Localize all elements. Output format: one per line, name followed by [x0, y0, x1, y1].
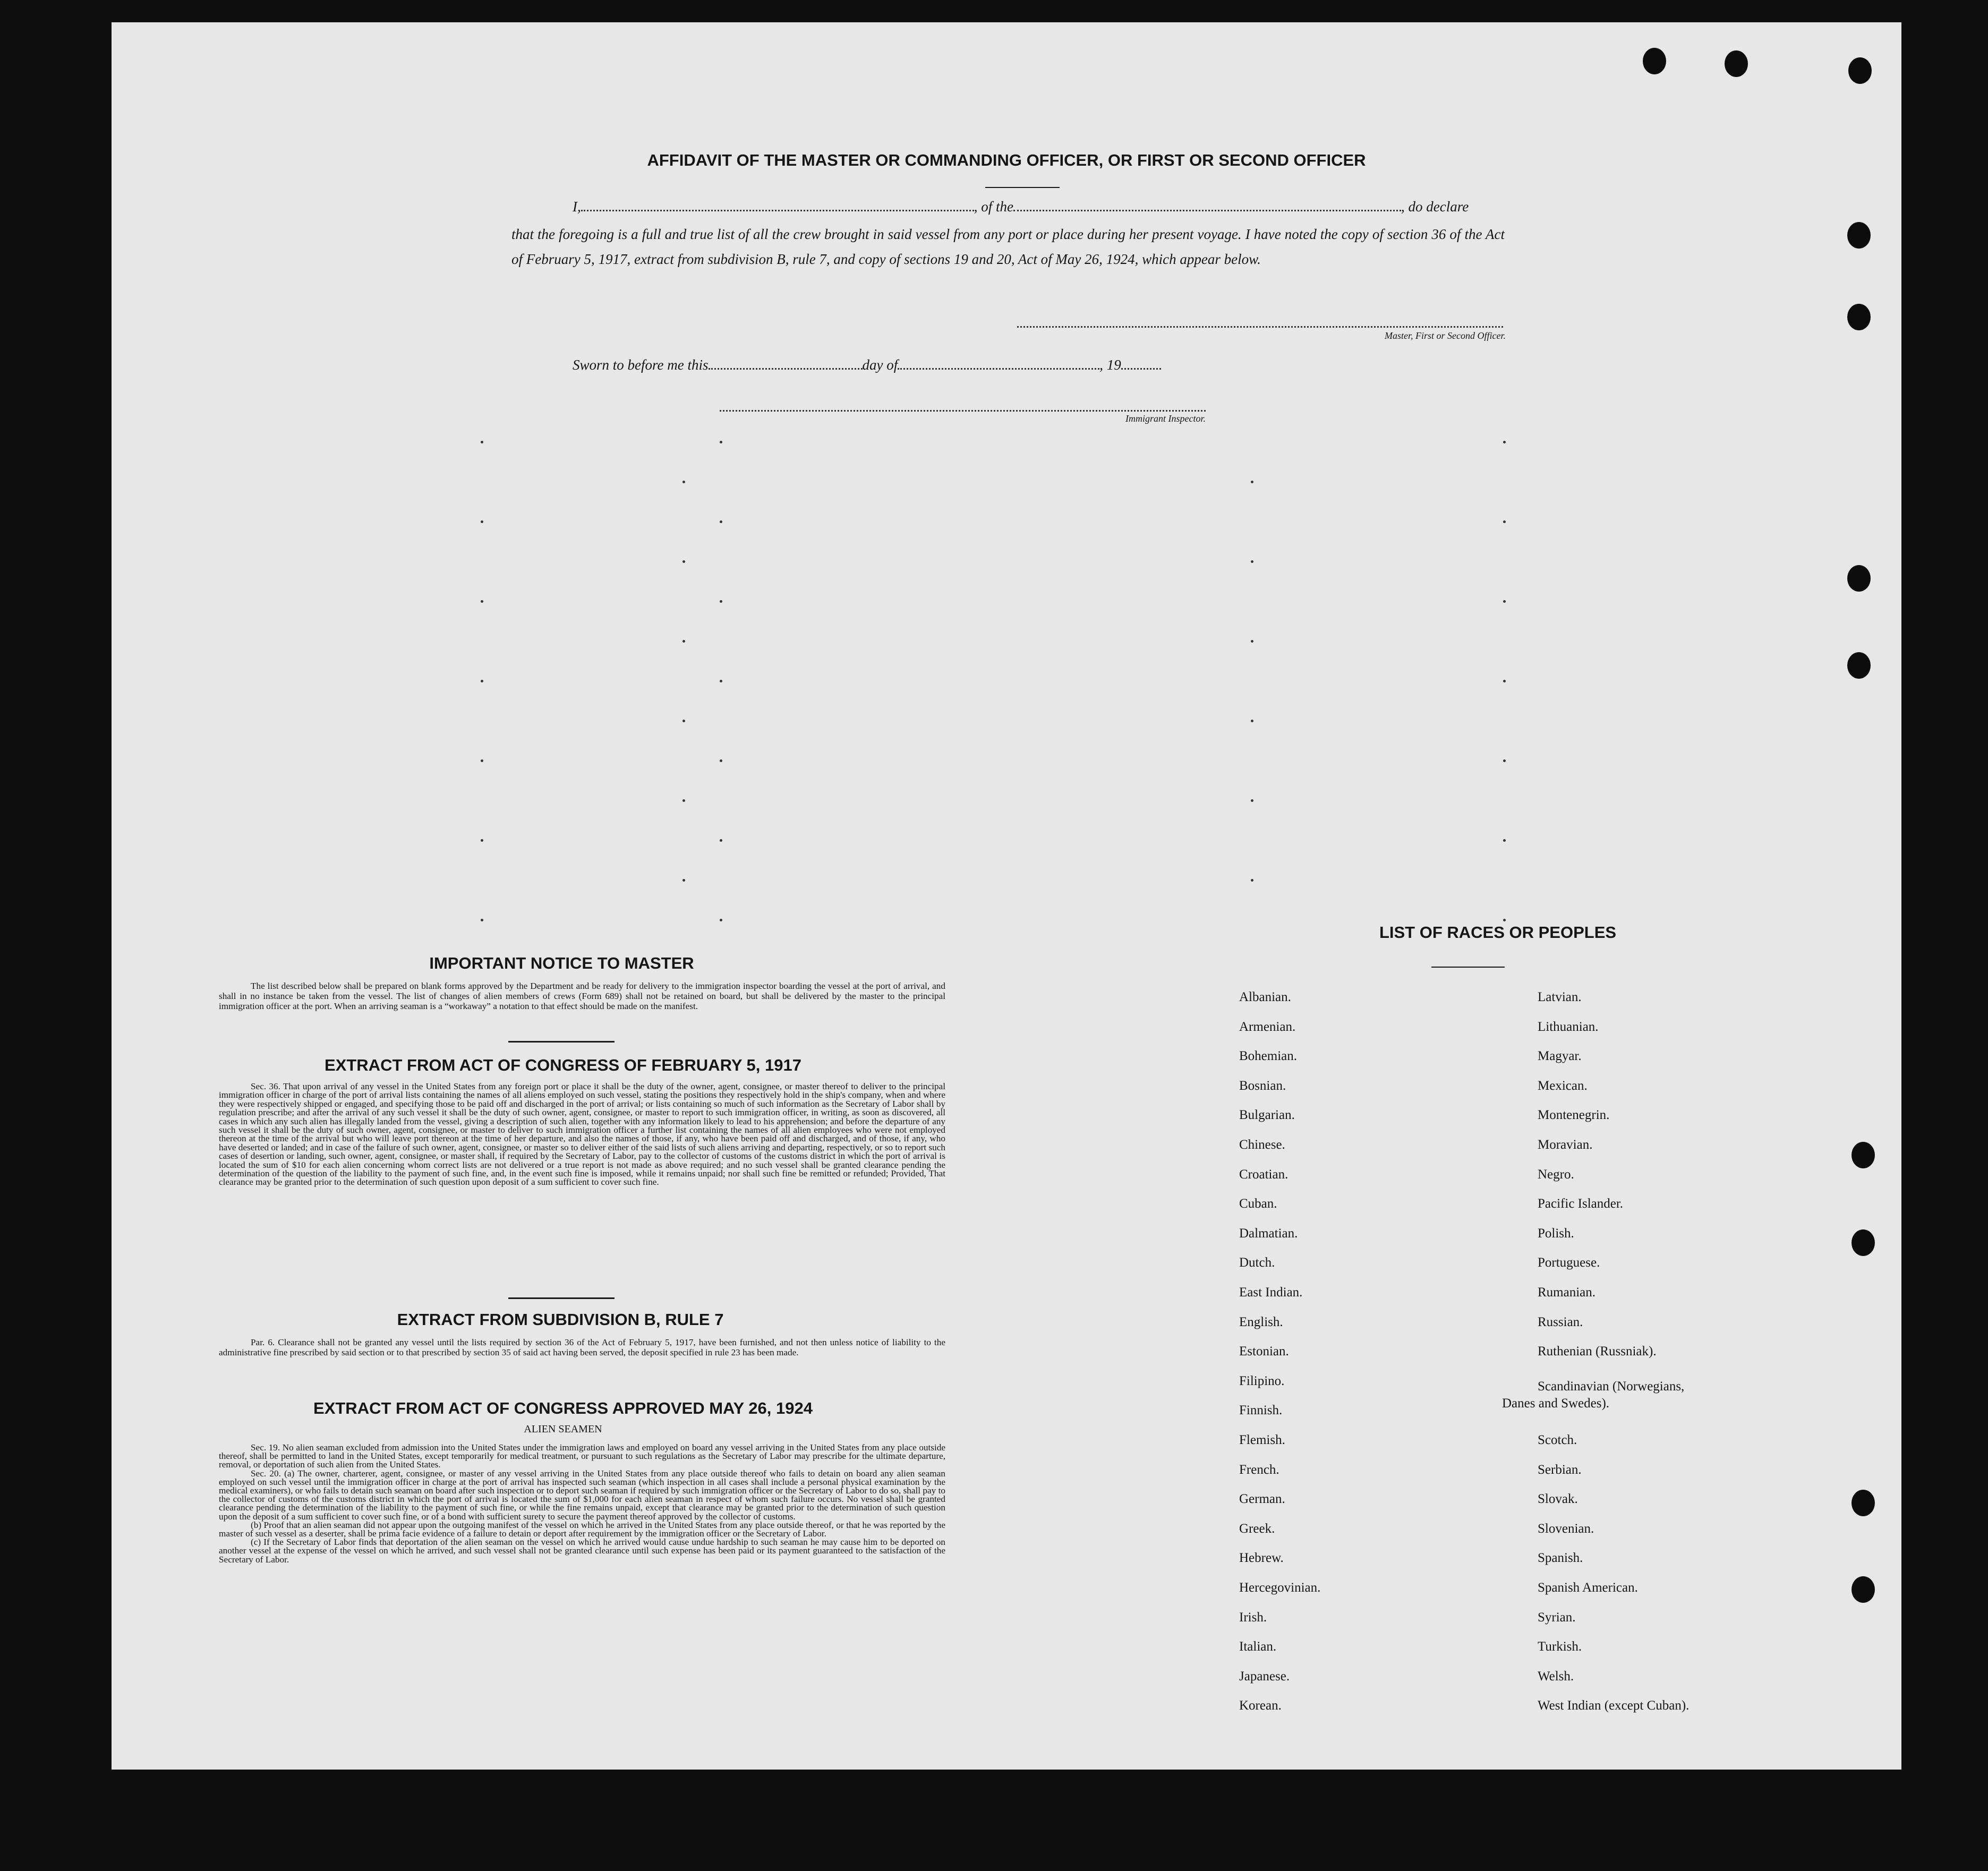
punch-hole: [1725, 50, 1748, 77]
race-item: Irish.: [1239, 1610, 1267, 1625]
race-item: Montenegrin.: [1538, 1108, 1610, 1123]
extract-1924-title: EXTRACT FROM ACT OF CONGRESS APPROVED MAY 26, 1924: [313, 1399, 813, 1417]
punch-hole: [1852, 1142, 1875, 1168]
punch-hole: [1847, 222, 1871, 249]
residual-dot: [1251, 879, 1253, 882]
declarant-label: I,: [573, 199, 581, 215]
punch-hole: [1848, 57, 1872, 84]
residual-dot: [481, 441, 483, 443]
sworn-year-field[interactable]: [1121, 368, 1161, 370]
residual-dot: [1503, 600, 1506, 603]
sec-20c-paragraph: (c) If the Secretary of Labor finds that deportation of the alien seaman on the vessel on which he arrived would cause undue hardship to such seaman he may cause him to be deported on another vessel at the expense of the vessel on which he arrived, and such vessel shall not be granted clearance until such expense has been paid or its payment guaranteed to the satisfaction of the Secretary of Labor.: [219, 1537, 945, 1565]
sec-20a-paragraph: Sec. 20. (a) The owner, charterer, agent, consignee, or master of any vessel arriving in the United States from any place outside thereof who fails to detain on board any alien seaman employed on such vessel until the immigration officer in charge at the port of arrival has inspected such seaman (which inspection in all cases shall include a personal physical examination by the medical examiners), or who fails to detain such seaman on board after such inspection or to deport such seaman if required by such immigration officer or the Secretary of Labor to do so, shall pay to the collector of customs of the customs district in which the port of arrival is located the sum of $1,000 for each alien seaman in respect of whom such failure occurs. No vessel shall be granted clearance pending the determination of the liability to the payment of such fine, or while the fine remains unpaid, except that clearance may be granted prior to the determination of such question upon the deposit of a sum sufficient to cover such fine, or of a bond with sufficient surety to secure the payment thereof approved by the collector of customs.: [219, 1468, 945, 1522]
master-signature-field[interactable]: [1017, 315, 1503, 328]
residual-dot: [1503, 441, 1506, 443]
race-item: Hercegovinian.: [1239, 1580, 1321, 1595]
race-item: Latvian.: [1538, 990, 1582, 1004]
master-signature-label: Master, First or Second Officer.: [1385, 330, 1506, 341]
sworn-day-field[interactable]: [709, 368, 863, 370]
race-item: Dutch.: [1239, 1255, 1275, 1270]
race-item: Serbian.: [1538, 1462, 1582, 1477]
race-item: Italian.: [1239, 1639, 1277, 1654]
race-item: Armenian.: [1239, 1019, 1296, 1034]
par-6-paragraph: Par. 6. Clearance shall not be granted any vessel until the lists required by section 36 of the Act of February 5, 1917, have been furnished, and not then unless notice of liability to the administrative fine prescribed by said section or to that prescribed by section 35 of said act having been served, the deposit specified in rule 23 has been made.: [219, 1337, 945, 1357]
race-item: Hebrew.: [1239, 1551, 1284, 1566]
residual-dot: [1251, 640, 1253, 643]
day-of-label: day of: [862, 357, 898, 373]
punch-hole: [1852, 1490, 1875, 1516]
declarant-name-field[interactable]: [581, 210, 974, 211]
sec-20b-paragraph: (b) Proof that an alien seaman did not appear upon the outgoing manifest of the vessel on which he arrived in the United States from any place outside thereof, or that he was reported by the master of such vessel as a deserter, shall be prima facie evidence of a failure to detain or deport after requirement by the immigration officer or the Secretary of Labor.: [219, 1519, 945, 1539]
section-divider: [508, 1041, 615, 1043]
race-item: Slovenian.: [1538, 1521, 1594, 1536]
residual-dot: [682, 640, 685, 643]
race-item: Japanese.: [1239, 1669, 1290, 1684]
vessel-name-field[interactable]: [1013, 210, 1401, 211]
residual-dot: [720, 520, 722, 523]
residual-dot: [481, 839, 483, 842]
residual-dot: [1251, 481, 1253, 483]
notice-title: IMPORTANT NOTICE TO MASTER: [429, 954, 694, 972]
residual-dot: [1503, 759, 1506, 762]
residual-dot: [481, 600, 483, 603]
race-item: Ruthenian (Russniak).: [1538, 1344, 1657, 1359]
residual-dot: [682, 799, 685, 802]
residual-dot: [720, 600, 722, 603]
notice-text: [219, 981, 945, 1011]
race-item: Moravian.: [1538, 1138, 1593, 1152]
residual-dot: [481, 520, 483, 523]
race-item: Polish.: [1538, 1226, 1574, 1241]
extract-1917-title: EXTRACT FROM ACT OF CONGRESS OF FEBRUARY 5, 1917: [325, 1056, 801, 1074]
vessel-name-rule: [985, 187, 1060, 188]
race-item: Scotch.: [1538, 1433, 1577, 1447]
race-item: French.: [1239, 1462, 1279, 1477]
race-item: Finnish.: [1239, 1403, 1283, 1418]
race-item: Turkish.: [1538, 1639, 1582, 1654]
race-item: Bohemian.: [1239, 1049, 1298, 1064]
extract-1917-text: [219, 1082, 945, 1187]
declare-label: , do declare: [1401, 199, 1469, 215]
race-item: Welsh.: [1538, 1669, 1574, 1684]
sworn-month-field[interactable]: [898, 368, 1099, 370]
section-36-paragraph: Sec. 36. That upon arrival of any vessel in the United States from any foreign port or place it shall be the duty of the owner, agent, consignee, or master thereof to deliver to the principal immigration officer in charge of the port of arrival lists containing the names of all aliens employed on such vessel, stating the positions they respectively hold in the ship's company, when and where they were respectively shipped or engaged, and specifying those to be paid off and discharged in the port of arrival; or lists containing so much of such information as the Secretary of Labor shall by regulation prescribe; and after the arrival of any such vessel it shall be the duty of such owner, agent, consignee, or master to report to such immigration officer, in writing, as soon as discovered, all cases in which any such alien has illegally landed from the vessel, giving a description of such alien, together with any information likely to lead to his apprehension; and before the departure of any such vessel it shall be the duty of such owner, agent, consignee, or master to deliver to such immigration officer a further list containing the names of all alien employees who were not employed thereon at the time of the arrival but who will leave port thereon at the time of her departure, and also the names of those, if any, who have been paid off and discharged, and of those, if any, who have deserted or landed; and in case of the failure of such owner, agent, consignee, or master so to deliver either of the said lists of such aliens arriving and departing, respectively, or so to report such cases of desertion or landing, such owner, agent, consignee, or master shall, if required by the Secretary of Labor, pay to the collector of customs of the customs district in which the port of arrival is located the sum of $10 for each alien concerning whom correct lists are not delivered or a true report is not made as above required; and no such vessel shall be granted clearance pending the determination of the question of the liability to the payment of such fine, and, in the event such fine is imposed, while it remains unpaid; nor shall such fine be remitted or refunded; Provided, That clearance may be granted prior to the determination of such question upon deposit of a sum sufficient to cover such fine.: [219, 1081, 945, 1187]
race-item: Russian.: [1538, 1314, 1583, 1329]
extract-rule7-title: EXTRACT FROM SUBDIVISION B, RULE 7: [397, 1310, 724, 1329]
race-item: Flemish.: [1239, 1433, 1285, 1447]
race-item: Mexican.: [1538, 1078, 1588, 1093]
sec-19-paragraph: Sec. 19. No alien seaman excluded from admission into the United States under the immigration laws and employed on board any vessel arriving in the United States from any place outside thereof, shall be permitted to land in the United States, except temporarily for medical treatment, or pursuant to such regulations as the Secretary of Labor may prescribe for the ultimate departure, removal, or deportation of such alien from the United States.: [219, 1442, 945, 1470]
race-item: Lithuanian.: [1538, 1019, 1599, 1034]
race-item: Bosnian.: [1239, 1078, 1286, 1093]
section-divider: [508, 1297, 615, 1299]
residual-dot: [682, 720, 685, 722]
extract-1924-text: [219, 1443, 945, 1564]
punch-hole: [1852, 1229, 1875, 1256]
residual-dot: [682, 560, 685, 563]
residual-dot: [1251, 799, 1253, 802]
residual-dot: [1503, 680, 1506, 682]
races-divider: [1431, 967, 1505, 968]
residual-dot: [720, 680, 722, 682]
race-item: Rumanian.: [1538, 1285, 1596, 1300]
sworn-line: [573, 357, 1161, 373]
punch-hole: [1847, 565, 1871, 592]
affidavit-title: AFFIDAVIT OF THE MASTER OR COMMANDING OFFICER, OR FIRST OR SECOND OFFICER: [647, 151, 1366, 169]
race-item: Dalmatian.: [1239, 1226, 1298, 1241]
race-item: Scandinavian (Norwegians,: [1538, 1379, 1685, 1394]
residual-dot: [682, 481, 685, 483]
residual-dot: [720, 839, 722, 842]
residual-dot: [720, 759, 722, 762]
residual-dot: [481, 680, 483, 682]
race-item: English.: [1239, 1314, 1283, 1329]
race-item: East Indian.: [1239, 1285, 1303, 1300]
residual-dot: [481, 919, 483, 921]
sworn-label: Sworn to before me this: [573, 357, 709, 373]
race-item: Portuguese.: [1538, 1255, 1600, 1270]
residual-dot: [1503, 919, 1506, 921]
race-item: Syrian.: [1538, 1610, 1576, 1625]
race-item: Pacific Islander.: [1538, 1197, 1624, 1211]
alien-seamen-subtitle: ALIEN SEAMEN: [524, 1423, 602, 1435]
race-item: Danes and Swedes).: [1502, 1396, 1610, 1411]
inspector-signature-label: Immigrant Inspector.: [1125, 413, 1206, 424]
residual-dot: [720, 441, 722, 443]
affidavit-declaration: that the foregoing is a full and true list of all the crew brought in said vessel from any port or place during her present voyage. I have noted the copy of section 36 of the Act of February 5, 1917, extract from subdivision B, rule 7, and copy of sections 19 and 20, Act of May 26, 1924, which appear below.: [511, 226, 1505, 267]
race-item: Filipino.: [1239, 1373, 1285, 1388]
inspector-signature-field[interactable]: [720, 399, 1206, 412]
race-item: Magyar.: [1538, 1049, 1582, 1064]
punch-hole: [1643, 48, 1666, 74]
race-item: West Indian (except Cuban).: [1538, 1698, 1690, 1713]
year-label: , 19: [1099, 357, 1121, 373]
residual-dot: [1503, 839, 1506, 842]
races-title: LIST OF RACES OR PEOPLES: [1379, 923, 1617, 942]
race-item: Cuban.: [1239, 1197, 1277, 1211]
residual-dot: [1251, 720, 1253, 722]
race-item: Estonian.: [1239, 1344, 1289, 1359]
punch-hole: [1852, 1576, 1875, 1603]
race-item: Chinese.: [1239, 1138, 1285, 1152]
residual-dot: [682, 879, 685, 882]
race-item: Negro.: [1538, 1167, 1574, 1182]
race-item: Albanian.: [1239, 990, 1291, 1004]
residual-dot: [1251, 560, 1253, 563]
race-item: Bulgarian.: [1239, 1108, 1295, 1123]
residual-dot: [720, 919, 722, 921]
punch-hole: [1847, 304, 1871, 330]
race-item: Greek.: [1239, 1521, 1275, 1536]
affidavit-line1: [573, 199, 1513, 215]
race-item: Spanish American.: [1538, 1580, 1638, 1595]
vessel-label: , of the: [974, 199, 1013, 215]
residual-dot: [1503, 520, 1506, 523]
race-item: Spanish.: [1538, 1551, 1583, 1566]
race-item: Slovak.: [1538, 1492, 1578, 1507]
race-item: Korean.: [1239, 1698, 1282, 1713]
race-item: Croatian.: [1239, 1167, 1289, 1182]
race-item: German.: [1239, 1492, 1285, 1507]
punch-hole: [1847, 652, 1871, 679]
extract-rule7-text: [219, 1337, 945, 1357]
residual-dot: [481, 759, 483, 762]
notice-paragraph: The list described below shall be prepared on blank forms approved by the Department and be ready for delivery to the immigration inspector boarding the vessel at the port of arrival, and shall in no instance be taken from the vessel. The list of changes of alien members of crews (Form 689) shall not be retained on board, but shall be delivered by the master to the principal immigration officer at the port. When an arriving seaman is a “workaway” a notation to that effect should be made on the manifest.: [219, 981, 945, 1011]
